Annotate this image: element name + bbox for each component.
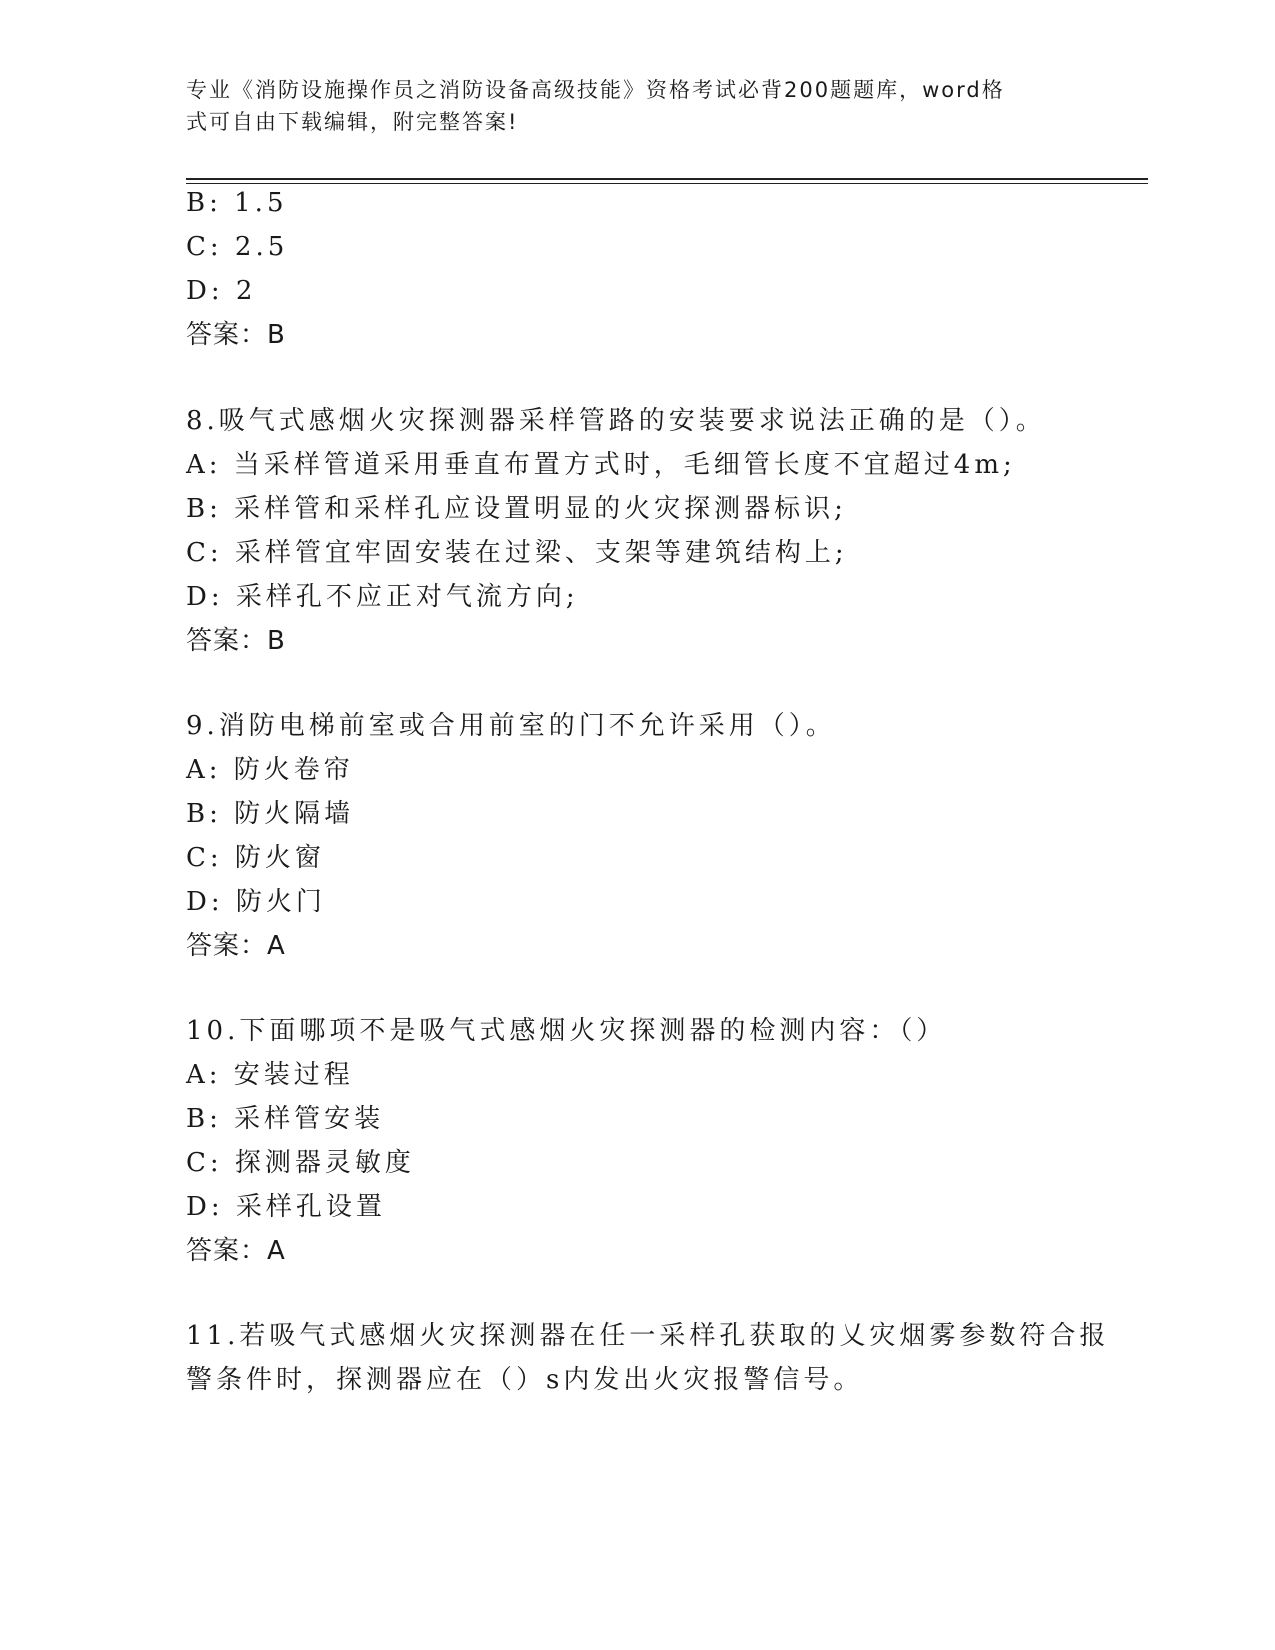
header-rule-thick [186, 178, 1148, 180]
question-10-answer: 答案：A [186, 1236, 286, 1266]
header-line-1: 专业《消防设施操作员之消防设备高级技能》资格考试必背200题题库，word格 [186, 78, 1005, 102]
question-11-stem-line-1: 11.若吸气式感烟火灾探测器在任一采样孔获取的乂灾烟雾参数符合报 [186, 1321, 1110, 1351]
question-8-stem: 8.吸气式感烟火灾探测器采样管路的安装要求说法正确的是（）。 [186, 406, 1046, 436]
question-10-option-b: B: 采样管安装 [186, 1104, 385, 1134]
question-8-option-a: A: 当采样管道采用垂直布置方式时，毛细管长度不宜超过4m; [186, 450, 1016, 480]
question-9-stem: 9.消防电梯前室或合用前室的门不允许采用（）。 [186, 711, 836, 741]
question-10-option-a: A: 安装过程 [186, 1060, 354, 1090]
question-8-answer: 答案：B [186, 626, 286, 656]
prev-answer: 答案：B [186, 320, 286, 350]
question-9-option-c: C: 防火窗 [186, 843, 325, 873]
header-rule-thin [186, 183, 1148, 184]
question-11-stem-line-2: 警条件时，探测器应在（）s内发出火灾报警信号。 [186, 1365, 864, 1395]
prev-option-b: B: 1.5 [186, 188, 288, 218]
header-line-2: 式可自由下载编辑，附完整答案! [186, 110, 519, 134]
question-8-option-c: C: 采样管宜牢固安装在过梁、支架等建筑结构上; [186, 538, 848, 568]
question-9-answer: 答案：A [186, 931, 286, 961]
question-10-stem: 10.下面哪项不是吸气式感烟火灾探测器的检测内容：（） [186, 1016, 947, 1046]
prev-option-d: D: 2 [186, 276, 257, 306]
question-8-option-d: D: 采样孔不应正对气流方向; [186, 582, 579, 612]
question-10-option-c: C: 探测器灵敏度 [186, 1148, 415, 1178]
prev-option-c: C: 2.5 [186, 232, 289, 262]
question-9-option-a: A: 防火卷帘 [186, 755, 354, 785]
document-header [186, 74, 1066, 138]
question-10-option-d: D: 采样孔设置 [186, 1192, 386, 1222]
question-9-option-b: B: 防火隔墙 [186, 799, 355, 829]
question-9-option-d: D: 防火门 [186, 887, 326, 917]
question-8-option-b: B: 采样管和采样孔应设置明显的火灾探测器标识; [186, 494, 847, 524]
